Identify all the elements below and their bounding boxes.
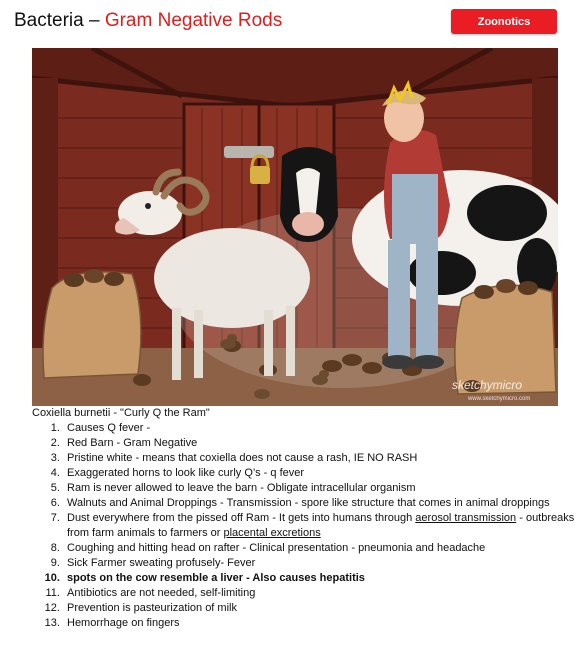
watermark-brand: sketchymicro <box>452 378 523 392</box>
list-item-text: - outbreaks from farm animals to farmers or <box>67 512 575 539</box>
barn-illustration <box>32 48 558 406</box>
list-item: 12. Prevention is pasteurization of milk <box>63 601 575 616</box>
page-title <box>14 10 282 32</box>
list-item: 2. Red Barn - Gram Negative <box>63 436 575 451</box>
walnut-sack-right <box>455 279 556 394</box>
mnemonic-facts-list <box>32 421 575 631</box>
list-item: 9. Sick Farmer sweating profusely- Fever <box>63 556 575 571</box>
walnut-sack-left <box>43 269 141 378</box>
list-item: 10. spots on the cow resemble a liver - Also causes hepatitis <box>63 571 575 586</box>
list-item: 5. Ram is never allowed to leave the barn - Obligate intracellular organism <box>63 481 575 496</box>
list-item: 3. Pristine white - means that coxiella does not cause a rash, IE NO RASH <box>63 451 575 466</box>
page-title-category: Bacteria – <box>14 10 105 31</box>
page-title-subcategory: Gram Negative Rods <box>104 10 283 31</box>
watermark-url: www.sketchymicro.com <box>468 396 531 402</box>
list-item: 13. Hemorrhage on fingers <box>63 616 575 631</box>
list-item: 6. Walnuts and Animal Droppings - Transmission - spore like structure that comes in animal droppings <box>63 496 575 511</box>
list-item: 1. Causes Q fever - <box>63 421 575 436</box>
list-item <box>63 511 575 541</box>
organism-caption: Coxiella burnetii - "Curly Q the Ram" <box>32 407 210 419</box>
placental-excretions-link[interactable]: placental excretions <box>223 527 321 539</box>
list-item: 8. Coughing and hitting head on rafter - Clinical presentation - pneumonia and headache <box>63 541 575 556</box>
list-item: 4. Exaggerated horns to look like curly Q’s - q fever <box>63 466 575 481</box>
zoonotics-badge-button[interactable]: Zoonotics <box>451 9 557 34</box>
list-item-text: Dust everywhere from the pissed off Ram - It gets into humans through <box>67 512 416 524</box>
aerosol-transmission-link[interactable]: aerosol transmission <box>415 512 517 524</box>
list-item: 11. Antibiotics are not needed, self-limiting <box>63 586 575 601</box>
